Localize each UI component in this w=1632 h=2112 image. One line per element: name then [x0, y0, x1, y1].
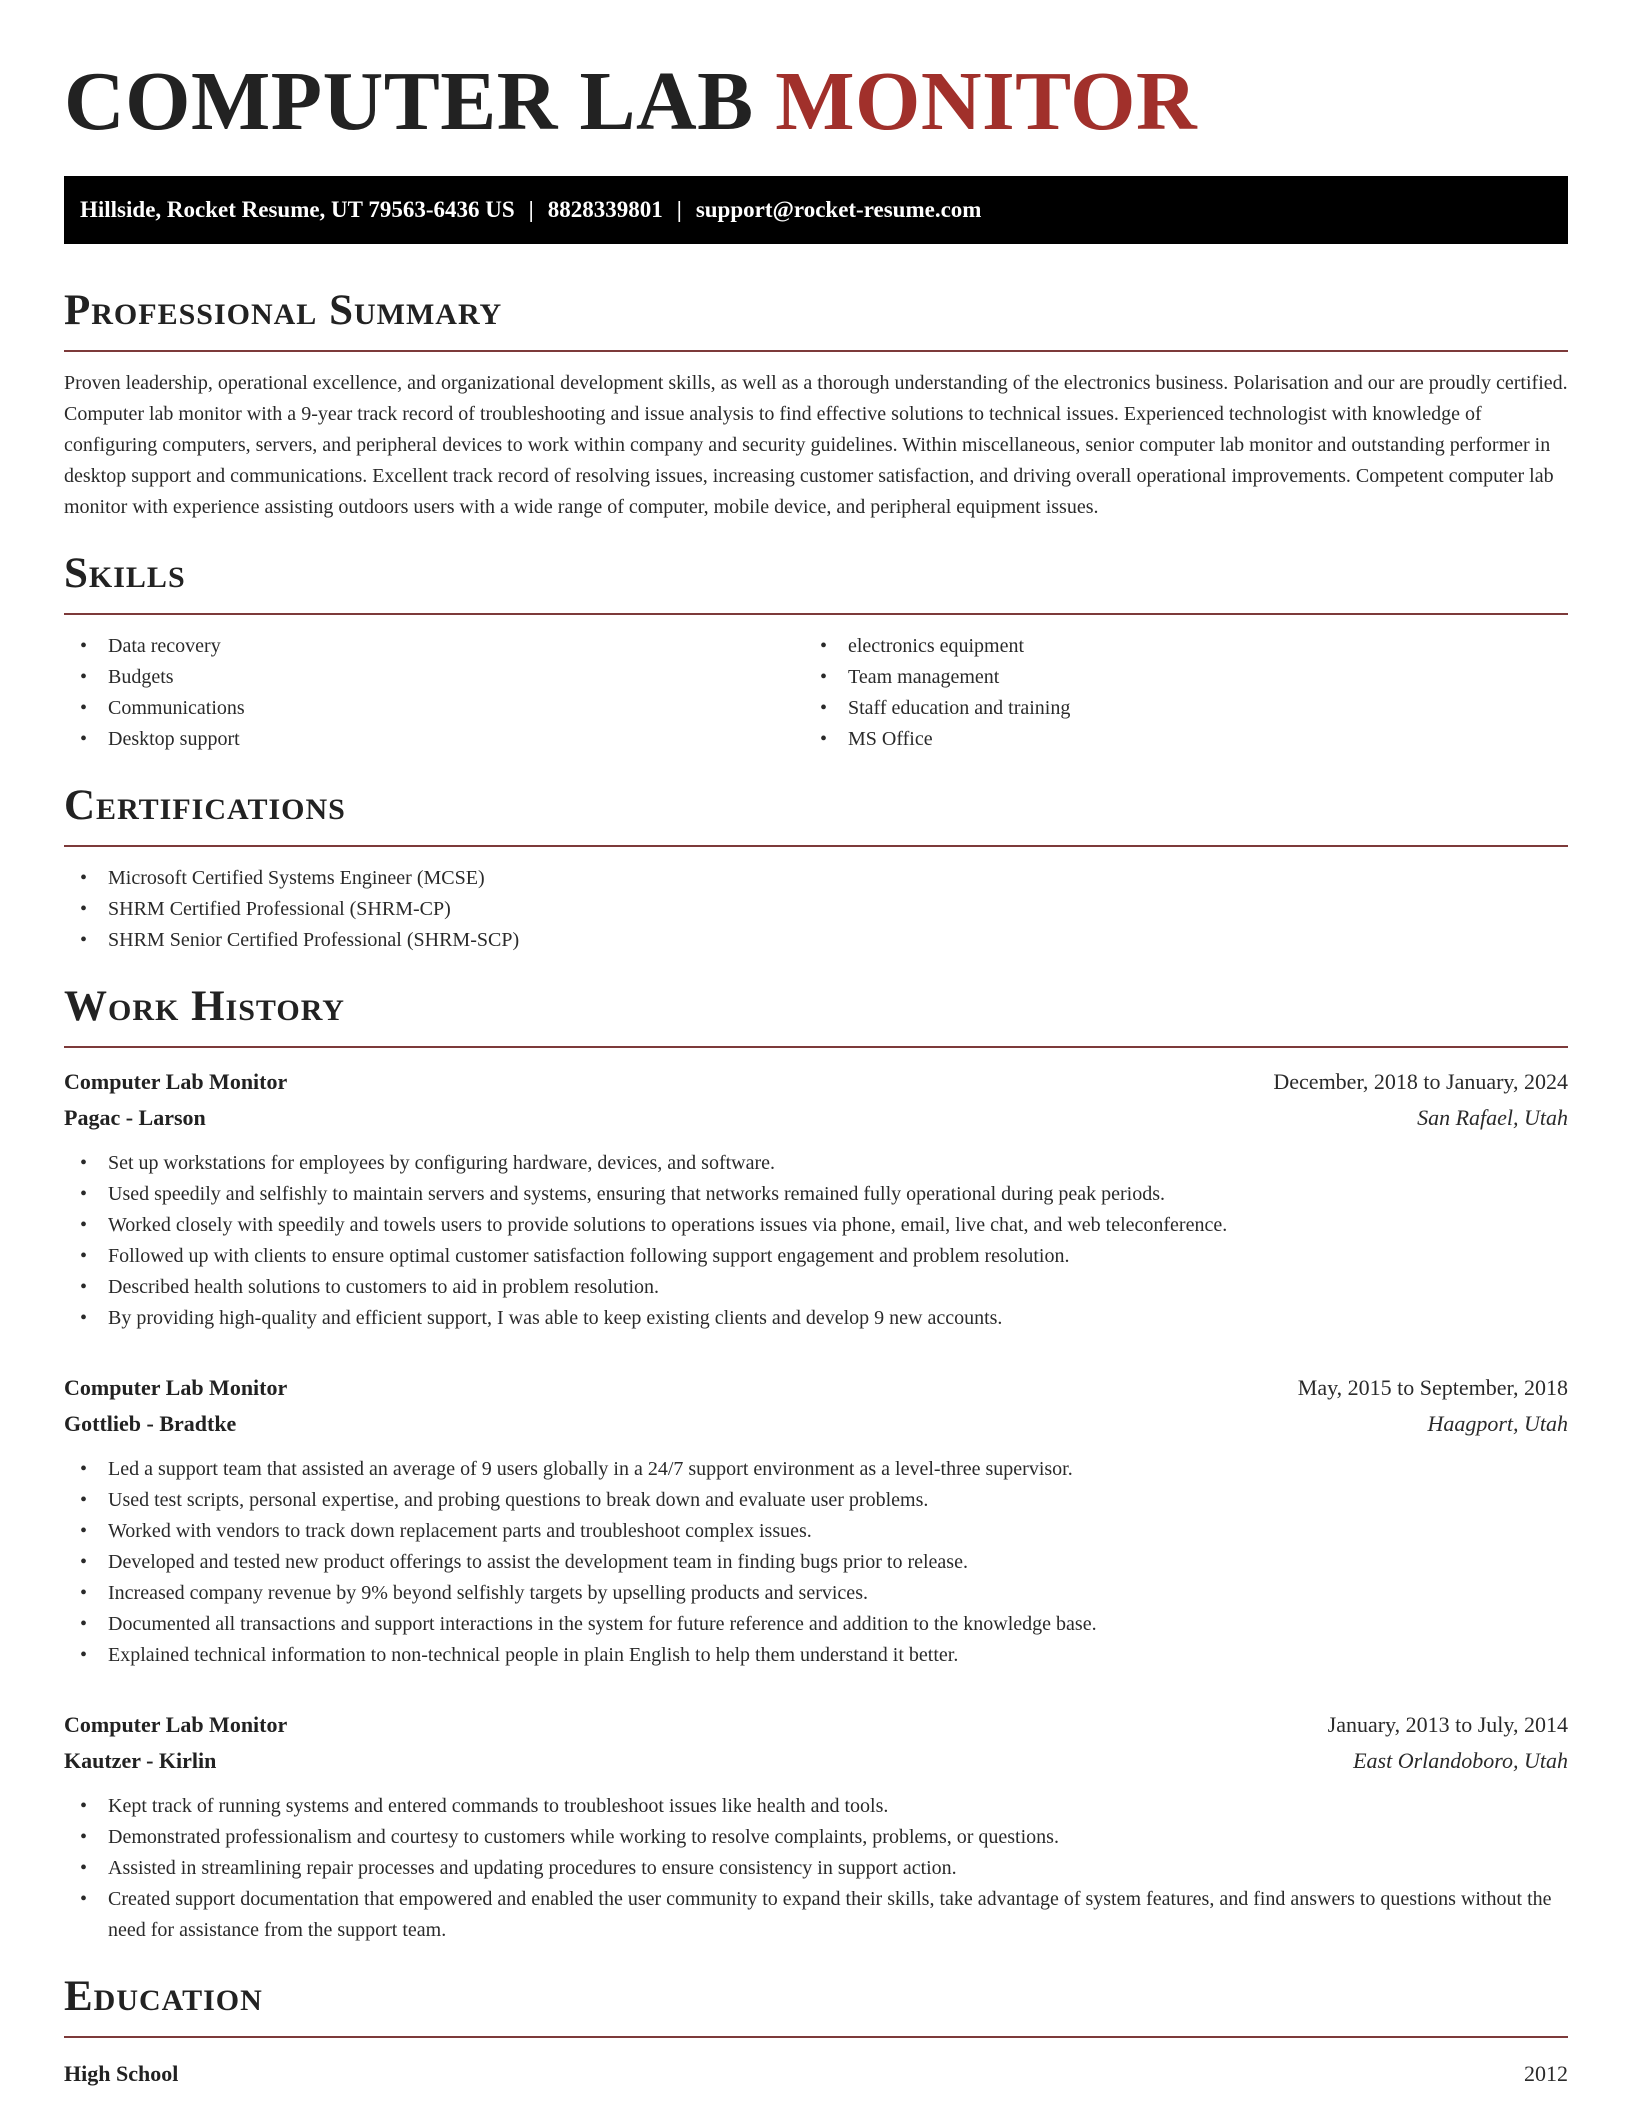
job-title: Computer Lab Monitor [64, 1375, 288, 1400]
contact-bar [64, 176, 1568, 244]
skills-grid [64, 615, 1568, 755]
section-divider [64, 1046, 1568, 1048]
job-bullet: • Used speedily and selfishly to maintain servers and systems, ensuring that networks remained fully operational during peak periods. [64, 1179, 1568, 1210]
candidate-name [64, 52, 1568, 152]
job-company: Pagac - Larson [64, 1105, 206, 1130]
summary-heading: Professional Summary [64, 287, 503, 334]
summary-section [64, 286, 1568, 523]
job-location: San Rafael, Utah [1417, 1105, 1568, 1130]
job-company: Gottlieb - Bradtke [64, 1411, 237, 1436]
job-bullet: • By providing high-quality and efficient support, I was able to keep existing clients and develop 9 new accounts. [64, 1303, 1568, 1334]
contact-phone[interactable]: 8828339801 [547, 197, 663, 222]
section-divider [64, 350, 1568, 352]
skills-section [64, 549, 1568, 755]
job-bullet: • Demonstrated professionalism and courtesy to customers while working to resolve complaints, problems, or questions. [64, 1822, 1568, 1853]
job-bullet: • Developed and tested new product offerings to assist the development team in finding bugs prior to release. [64, 1547, 1568, 1578]
job-title: Computer Lab Monitor [64, 1069, 288, 1094]
job-bullet: • Led a support team that assisted an average of 9 users globally in a 24/7 support environment as a level-three supervisor. [64, 1454, 1568, 1485]
skill-item: • electronics equipment [804, 631, 1544, 662]
skill-item: • Staff education and training [804, 693, 1544, 724]
work-history-heading: Work History [64, 983, 345, 1030]
name-last: MONITOR [775, 55, 1198, 148]
job-bullet: • Worked with vendors to track down replacement parts and troubleshoot complex issues. [64, 1516, 1568, 1547]
job-entry [64, 1370, 1568, 1671]
certification-item: • SHRM Certified Professional (SHRM-CP) [64, 894, 1568, 925]
education-heading: Education [64, 1973, 263, 2020]
job-bullet: • Documented all transactions and support interactions in the system for future reference and addition to the knowledge base. [64, 1609, 1568, 1640]
job-bullet: • Set up workstations for employees by configuring hardware, devices, and software. [64, 1148, 1568, 1179]
job-bullet: • Kept track of running systems and entered commands to troubleshoot issues like health and tools. [64, 1791, 1568, 1822]
job-dates: January, 2013 to July, 2014 [1327, 1712, 1568, 1737]
job-company: Kautzer - Kirlin [64, 1748, 217, 1773]
job-bullet: • Assisted in streamlining repair processes and updating procedures to ensure consistency in support action. [64, 1853, 1568, 1884]
job-bullet: • Created support documentation that empowered and enabled the user community to expand their skills, take advantage of system features, and find answers to questions without the need for assistance from the support team. [64, 1884, 1568, 1946]
skills-heading: Skills [64, 550, 186, 597]
section-divider [64, 2036, 1568, 2038]
contact-email[interactable]: support@rocket-resume.com [695, 197, 982, 222]
job-bullet: • Used test scripts, personal expertise, and probing questions to break down and evaluate user problems. [64, 1485, 1568, 1516]
job-location: Haagport, Utah [1427, 1411, 1568, 1436]
education-year: 2012 [1524, 2061, 1568, 2086]
education-entry [64, 2056, 1568, 2092]
certification-item: • SHRM Senior Certified Professional (SHRM-SCP) [64, 925, 1568, 956]
job-bullet: • Worked closely with speedily and towels users to provide solutions to operations issues via phone, email, live chat, and web teleconference. [64, 1210, 1568, 1241]
skill-item: • Data recovery [64, 631, 804, 662]
education-degree: High School [64, 2061, 179, 2086]
skill-item: • Budgets [64, 662, 804, 693]
resume-content [64, 52, 1568, 2092]
name-first: COMPUTER LAB [64, 55, 754, 148]
contact-address: Hillside, Rocket Resume, UT 79563-6436 US [80, 197, 515, 222]
job-bullet: • Increased company revenue by 9% beyond selfishly targets by upselling products and services. [64, 1578, 1568, 1609]
skill-item: • Communications [64, 693, 804, 724]
job-entry [64, 1707, 1568, 1946]
contact-separator: | [676, 197, 682, 222]
skills-column-left [64, 615, 804, 755]
contact-separator: | [528, 197, 534, 222]
job-bullet: • Followed up with clients to ensure optimal customer satisfaction following support engagement and problem resolution. [64, 1241, 1568, 1272]
skill-item: • Desktop support [64, 724, 804, 755]
certifications-section [64, 781, 1568, 956]
skill-item: • MS Office [804, 724, 1544, 755]
education-section [64, 1972, 1568, 2092]
skills-column-right [804, 615, 1544, 755]
job-location: East Orlandoboro, Utah [1353, 1748, 1568, 1773]
certifications-heading: Certifications [64, 782, 346, 829]
job-dates: December, 2018 to January, 2024 [1273, 1069, 1568, 1094]
work-history-section [64, 982, 1568, 1946]
job-bullet: • Described health solutions to customers to aid in problem resolution. [64, 1272, 1568, 1303]
job-entry [64, 1064, 1568, 1334]
section-divider [64, 845, 1568, 847]
certification-item: • Microsoft Certified Systems Engineer (MCSE) [64, 863, 1568, 894]
job-bullet: • Explained technical information to non-technical people in plain English to help them understand it better. [64, 1640, 1568, 1671]
skill-item: • Team management [804, 662, 1544, 693]
job-title: Computer Lab Monitor [64, 1712, 288, 1737]
summary-text: Proven leadership, operational excellence, and organizational development skills, as well as a thorough understanding of the electronics business. Polarisation and our are proudly certified. Computer lab monitor with a 9-year track record of troubleshooting and issue analysis to find effective solutions to technical issues. Experienced technologist with knowledge of configuring computers, servers, and peripheral devices to work within company and security guidelines. Within miscellaneous, senior computer lab monitor and outstanding performer in desktop support and communications. Excellent track record of resolving issues, increasing customer satisfaction, and driving overall operational improvements. Competent computer lab monitor with experience assisting outdoors users with a wide range of computer, mobile device, and peripheral equipment issues. [64, 372, 1568, 518]
job-dates: May, 2015 to September, 2018 [1297, 1375, 1568, 1400]
